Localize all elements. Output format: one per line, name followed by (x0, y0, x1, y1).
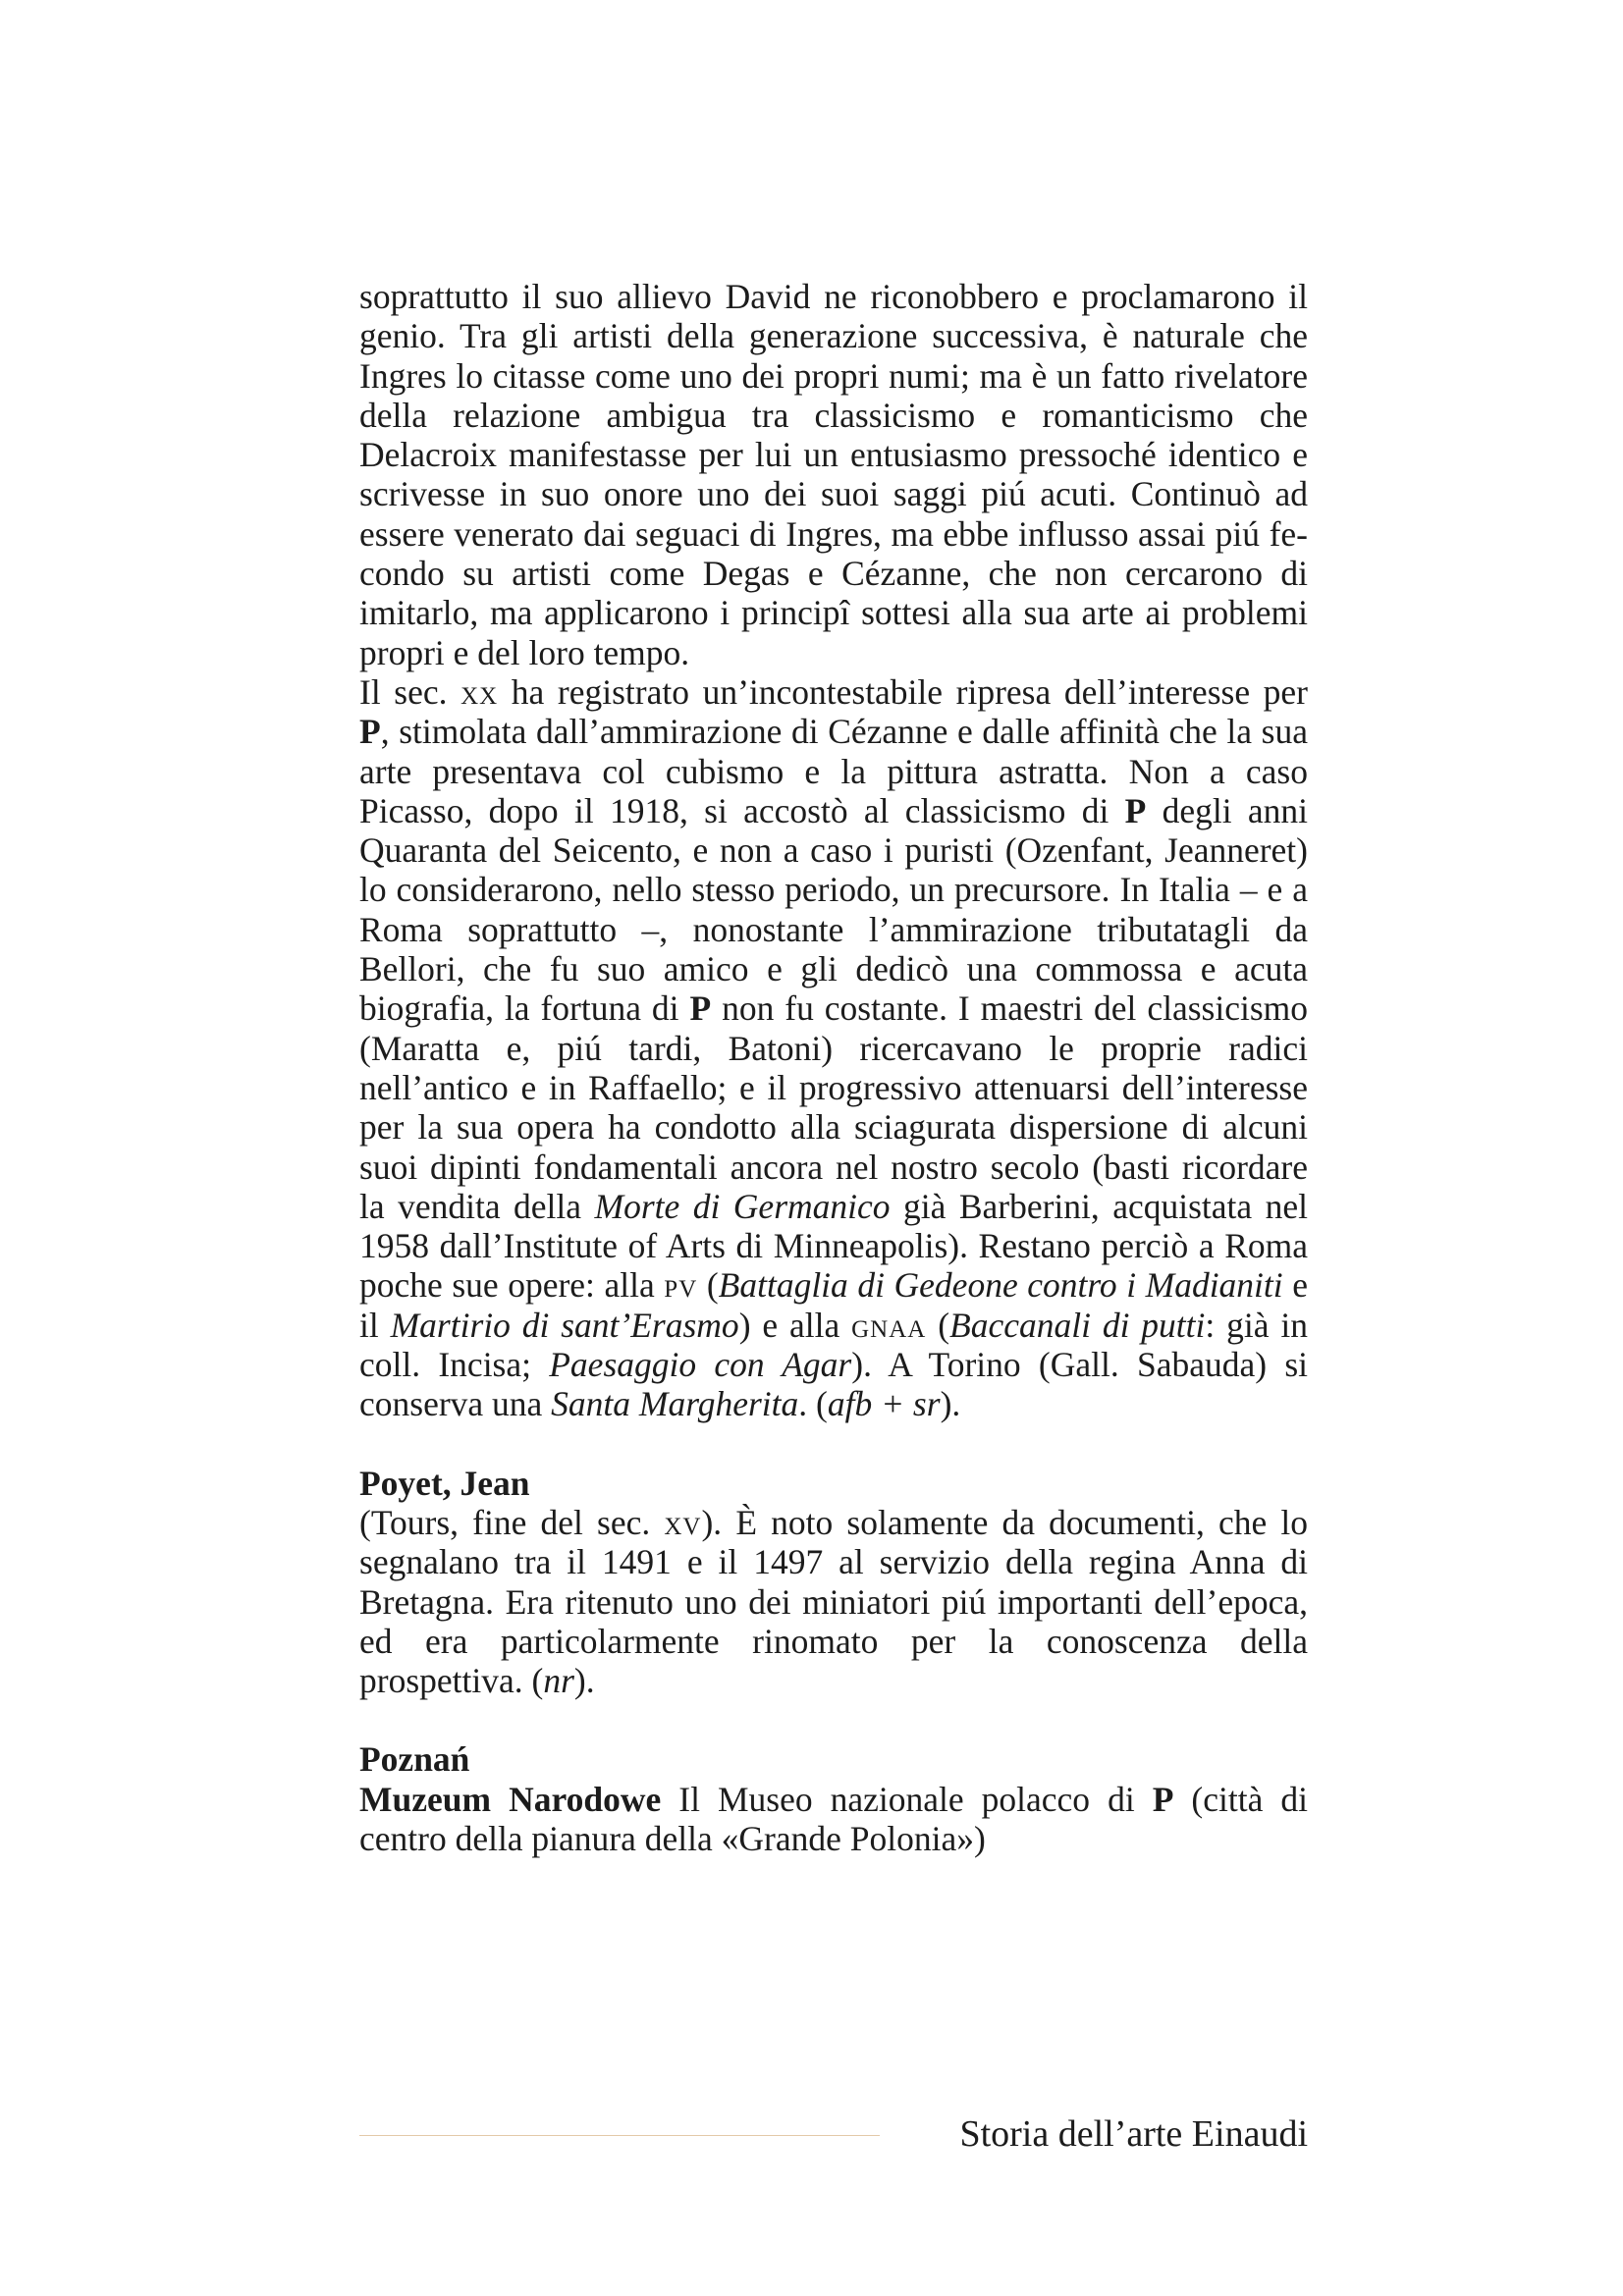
text-run: al servizio della regina Anna di Bretagna. Era ritenuto uno dei miniatori piú importanti dell’epoca, ed era particolarmente rinomato per la conoscenza della prospettiva. ( (359, 1542, 1308, 1701)
paragraph-twentieth-century (359, 672, 1308, 1424)
artwork-title: Morte di Germanico (594, 1186, 891, 1226)
entry-body-poznan (359, 1780, 1308, 1859)
section-spacer (359, 1424, 1308, 1464)
museum-abbrev: pv (664, 1265, 698, 1306)
text-run: ( (697, 1265, 719, 1306)
text-run: ( (926, 1305, 950, 1345)
footer-rule (359, 2135, 880, 2136)
author-initials: afb + sr (827, 1384, 941, 1424)
text-run: (Tours, fine del sec. (359, 1502, 665, 1542)
paragraph-text: soprattutto il suo allievo David ne riconobbero e proclamarono il genio. Tra gli artisti della generazione successiva, è naturale che Ingres lo citasse come uno dei propri numi; ma è un fatto rivelatore della relazione ambigua tra classicismo e romanticismo che Delacroix manifestasse per lui un entusiasmo pressoché identico e scrivesse in suo onore uno dei suoi saggi piú acuti. Continuò ad essere venerato dai seguaci di Ingres, ma ebbe influsso assai piú fecondo su artisti come Degas e Cézanne, che non cercarono di imitarlo, ma applicarono i principî sottesi alla sua arte ai problemi propri e del loro tempo. (359, 277, 1308, 672)
page-footer (359, 2107, 1308, 2165)
subject-abbrev: P (359, 712, 381, 752)
text-run: non fu costante. I maestri del classicismo (Maratta e, piú tardi, Batoni) ricercavano le proprie radici nell’antico e in Raffaello; e il progressivo attenuarsi dell’interesse per la sua opera ha condotto alla sciagurata dispersione di alcuni suoi dipinti fondamentali ancora nel nostro secolo (basti ricordare la vendita della (359, 988, 1308, 1226)
artwork-title: Martirio di sant’Erasmo (390, 1305, 739, 1345)
paragraph-continuation (359, 277, 1308, 672)
author-initials: nr (543, 1661, 574, 1701)
artwork-title: Paesaggio con Agar (549, 1345, 852, 1385)
year: 1491 (601, 1542, 672, 1582)
century-numeral: xv (664, 1502, 702, 1542)
page-body (359, 277, 1308, 1858)
artwork-title: Baccanali di putti (949, 1305, 1206, 1345)
museum-abbrev: gnaa (851, 1305, 927, 1345)
text-run: dall’Institute of Arts di Minneapolis). Restano perciò a Roma poche sue opere: alla (359, 1226, 1308, 1306)
text-run: Il sec. (359, 671, 461, 712)
text-run: (città di centro della pianura della «Grande Polonia») (359, 1779, 1308, 1858)
section-spacer (359, 1700, 1308, 1739)
text-run: ). (573, 1661, 595, 1701)
text-run: e il (359, 1265, 1308, 1345)
text-run: : già in coll. Incisa; (359, 1305, 1308, 1385)
text-run: Il Museo nazionale polacco di (661, 1779, 1153, 1819)
text-run: ). A Torino (Gall. Sabauda) si conserva una (359, 1345, 1309, 1424)
text-run: ). (940, 1384, 961, 1424)
text-run: ) e alla (738, 1305, 852, 1345)
year: 1918 (609, 790, 679, 830)
text-run: ha registrato un’incontestabile ripresa dell’interesse per (498, 671, 1309, 712)
footer-publication-title: Storia dell’arte Einaudi (959, 2113, 1308, 2155)
text-run: , si accostò al classicismo di (678, 790, 1125, 830)
entry-heading-poznan: Poznań (359, 1739, 470, 1780)
text-run: degli anni Quaranta del Seicento, e non a caso i puristi (Ozenfant, Jeanneret) lo considerarono, nello stesso periodo, un precursore. In Italia – e a Roma soprattutto –, nonostante l’ammirazione tributatagli da Bellori, che fu suo amico e gli dedicò una commossa e acuta biografia, la fortuna di (359, 790, 1308, 1029)
text-run: e il (671, 1542, 754, 1582)
subject-abbrev: P (1152, 1779, 1174, 1819)
year: 1497 (753, 1542, 824, 1582)
entry-body-poyet (359, 1503, 1308, 1700)
text-run: ). È noto solamente da documenti, che lo segnalano tra il (359, 1502, 1308, 1582)
artwork-title: Santa Margherita (551, 1384, 799, 1424)
subentry-lead: Muzeum Narodowe (359, 1779, 662, 1819)
century-numeral: xx (460, 671, 499, 712)
text-run: , stimolata dall’ammirazione di Cézanne e dalle affinità che la sua arte presentava col cubismo e la pittura astratta. Non a caso Picasso, dopo il (359, 712, 1308, 830)
text-run: già Barberini, acquistata nel (890, 1186, 1308, 1226)
year: 1958 (359, 1226, 429, 1266)
entry-heading-poyet: Poyet, Jean (359, 1463, 530, 1503)
text-run: . ( (798, 1384, 828, 1424)
artwork-title: Battaglia di Gedeone contro i Madianiti (718, 1265, 1283, 1306)
subject-abbrev: P (1124, 790, 1147, 830)
subject-abbrev: P (689, 988, 712, 1029)
